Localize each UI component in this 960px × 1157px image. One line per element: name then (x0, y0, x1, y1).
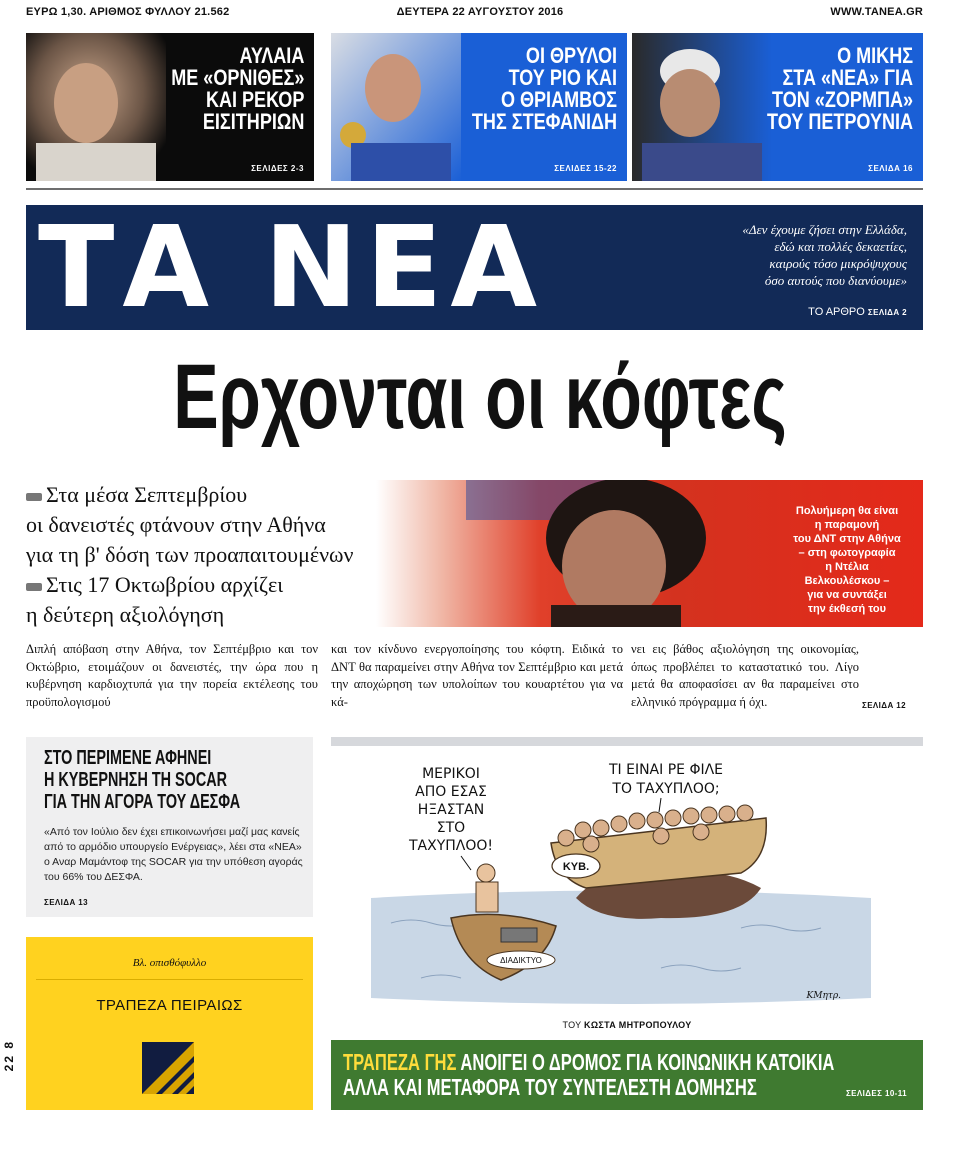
bubble-right-line-1: ΤΙ ΕΙΝΑΙ ΡΕ ΦΙΛΕ (608, 762, 724, 778)
promo-mikis-title: Ο ΜΙΚΗΣ ΣΤΑ «ΝΕΑ» ΓΙΑ ΤΟΝ «ΖΟΡΜΠΑ» ΤΟΥ ΠΕΤΡΟΥΝΙΑ (766, 43, 913, 134)
main-headline: Ερχονται οι κόφτες (173, 346, 787, 448)
big-boat-label: ΚΥΒ. (562, 861, 590, 873)
bubble-left-line-3: ΗΞΑΣΤΑΝ (417, 802, 485, 818)
article-ref-page: ΣΕΛΙΔΑ 2 (867, 308, 907, 317)
promo-mikis-pages: ΣΕΛΙΔΑ 16 (868, 164, 913, 173)
cartoon-illustration (361, 748, 881, 1010)
bullet-dash-icon (26, 583, 42, 591)
bubble-left-line-5: ΤΑΧΥΠΛΟΟ! (408, 838, 494, 854)
subheads: Στα μέσα Σεπτεμβρίου οι δανειστές φτάνουν στην Αθήνα για τη β' δόση των προαπαιτουμένων Στις 17 Οκτωβρίου αρχίζει η δεύτερη αξιολόγηση (26, 482, 354, 627)
promo-rio[interactable] (331, 33, 627, 181)
cartoon-signature: ΚΜητρ. (806, 991, 841, 1001)
land-bank-banner[interactable] (331, 1040, 923, 1110)
masthead-quote: «Δεν έχουμε ζήσει στην Ελλάδα, εδώ και πολλές δεκαετίες, καιρούς τόσο μικρόψυχους όσο αυτούς που διανύουμε» (742, 222, 907, 288)
top-divider (26, 188, 923, 190)
socar-title: ΣΤΟ ΠΕΡΙΜΕΝΕ ΑΦΗΝΕΙ Η ΚΥΒΕΡΝΗΣΗ ΤΗ SOCAR ΓΙΑ ΤΗΝ ΑΓΟΡΑ ΤΟΥ ΔΕΣΦΑ (44, 747, 241, 813)
issue-date: ΔΕΥΤΕΡΑ 22 ΑΥΓΟΥΣΤΟΥ 2016 (396, 6, 564, 18)
page-folio: 22 8 (2, 1040, 16, 1072)
banner-headline: ΤΡΑΠΕΖΑ ΓΗΣ ΑΝΟΙΓΕΙ Ο ΔΡΟΜΟΣ ΓΙΑ ΚΟΙΝΩΝΙΚΗ ΚΑΤΟΙΚΙΑ ΑΛΛΑ ΚΑΙ ΜΕΤΑΦΟΡΑ ΤΟΥ ΣΥΝΤΕΛΕΣΤΗ ΔΟΜΗΣΗΣ (343, 1049, 835, 1100)
price-issue: ΕΥΡΩ 1,30. ΑΡΙΘΜΟΣ ΦΥΛΛΟΥ 21.562 (26, 6, 230, 18)
banner-highlight: ΤΡΑΠΕΖΑ ΓΗΣ (343, 1049, 457, 1075)
body-column-3: νει εις βάθος αξιολόγηση της οικονομίας, όπως προβλέπει το καταστατικό του. Λίγο μετά θα αποφασίσει αν θα παραμείνει στο ελληνικό πρόγραμμα ή όχι. (631, 642, 859, 709)
masthead-article-ref[interactable] (808, 306, 907, 318)
cartoon-top-bar (331, 737, 923, 746)
bullet-dash-icon (26, 493, 42, 501)
piraeus-bank-ad[interactable] (26, 937, 313, 1110)
promo-theatre-pages: ΣΕΛΙΔΕΣ 2-3 (251, 164, 304, 173)
bubble-right-line-2: ΤΟ ΤΑΧΥΠΛΟΟ; (612, 781, 720, 797)
ad-back-page-note: Βλ. οπισθόφυλλο (132, 957, 207, 969)
promo-rio-pages: ΣΕΛΙΔΕΣ 15-22 (554, 164, 617, 173)
cartoonist-name: ΚΩΣΤΑ ΜΗΤΡΟΠΟΥΛΟΥ (584, 1020, 692, 1030)
banner-page-ref: ΣΕΛΙΔΕΣ 10-11 (845, 1089, 907, 1098)
masthead-logo[interactable]: ΤΑ ΝΕΑ (38, 203, 545, 333)
cartoon-small-figure (477, 864, 495, 882)
socar-story[interactable] (26, 737, 313, 917)
cartoon-credit: ΤΟΥ ΚΩΣΤΑ ΜΗΤΡΟΠΟΥΛΟΥ (562, 1020, 692, 1030)
website-link[interactable]: WWW.TANEA.GR (830, 6, 923, 18)
promo-photo-athlete (331, 33, 461, 181)
promo-rio-title: ΟΙ ΘΡΥΛΟΙ ΤΟΥ ΡΙΟ ΚΑΙ Ο ΘΡΙΑΜΒΟΣ ΤΗΣ ΣΤΕΦΑΝΙΔΗ (471, 43, 617, 134)
masthead (26, 203, 923, 333)
bubble-left-line-2: ΑΠΟ ΕΣΑΣ (415, 784, 487, 800)
bubble-left-line-4: ΣΤΟ (436, 820, 466, 836)
small-boat-label: ΔΙΑΔΙΚΤΥΟ (500, 956, 542, 965)
promo-theatre-title: ΑΥΛΑΙΑ ΜΕ «ΟΡΝΙΘΕΣ» ΚΑΙ ΡΕΚΟΡ ΕΙΣΙΤΗΡΙΩΝ (170, 43, 304, 134)
ad-bank-name: ΤΡΑΠΕΖΑ ΠΕΙΡΑΙΩΣ (96, 997, 243, 1014)
promo-theatre[interactable] (26, 33, 314, 181)
ad-divider (36, 979, 303, 980)
body-column-1: Διπλή απόβαση στην Αθήνα, τον Σεπτέμβριο και τον Οκτώβριο, ετοιμάζουν οι δανειστές, την ώρα που η κυβέρνηση καρδιοχτυπά για την πορεία εκτέλεσης του προϋπολογισμού (26, 642, 318, 709)
socar-text: «Από τον Ιούλιο δεν έχει επικοινωνήσει μαζί μας κανείς από το αρμόδιο υπουργείο Ενέργειας», λέει στα «ΝΕΑ» ο Αναρ Μαμάντοφ της SOCAR για την υπόθεση αγοράς του 66% του ΔΕΣΦΑ. (44, 826, 303, 883)
lead-photo-caption: Πολυήμερη θα είναι η παραμονή του ΔΝΤ στην Αθήνα – στη φωτογραφία η Ντέλια Βελκουλέσκου – για να συντάξει την έκθεσή του (793, 505, 901, 615)
body-page-ref[interactable]: ΣΕΛΙΔΑ 12 (862, 701, 906, 710)
article-ref-label: ΤΟ ΑΡΘΡΟ (808, 306, 865, 318)
socar-page-ref: ΣΕΛΙΔΑ 13 (44, 898, 88, 907)
piraeus-logo-icon (142, 1042, 194, 1094)
bubble-left-line-1: ΜΕΡΙΚΟΙ (422, 766, 480, 782)
body-column-2: και τον κίνδυνο ενεργοποίησης του κόφτη. Ειδικά το ΔΝΤ θα παραμείνει στην Αθήνα τον Σεπτέμβριο και μετά την αποχώρηση των υπολοίπων του κουαρτέτου για να κά- (331, 642, 623, 709)
promo-mikis[interactable] (632, 33, 923, 181)
promo-photo-composer (632, 33, 772, 181)
promo-photo-actor (26, 33, 166, 181)
